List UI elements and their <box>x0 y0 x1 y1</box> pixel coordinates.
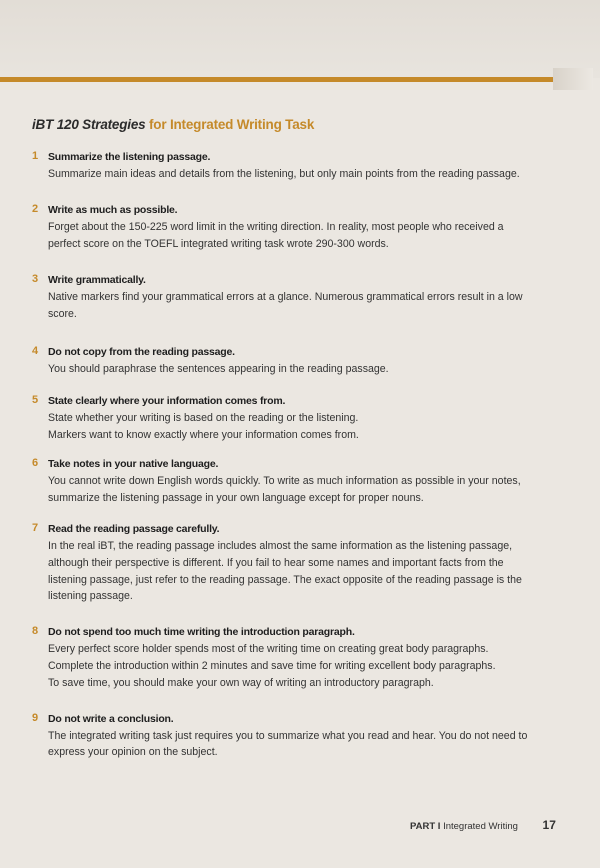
strategy-body <box>48 219 538 253</box>
strategy-heading: Write as much as possible. <box>48 203 178 216</box>
strategy-body <box>48 473 538 507</box>
strategy-number: 2 <box>31 202 39 215</box>
strategy-number: 3 <box>31 273 39 286</box>
page-footer <box>410 818 556 832</box>
strategy-item <box>0 203 538 253</box>
title-prefix: iBT 120 Strategies <box>32 117 146 132</box>
strategy-item <box>0 712 538 762</box>
strategy-item <box>0 394 538 444</box>
strategy-line: The integrated writing task just requires you to summarize what you read and hear. You do not need to express your opinion on the subject. <box>48 729 528 759</box>
strategy-heading: Do not spend too much time writing the introduction paragraph. <box>48 626 355 639</box>
strategy-list <box>0 150 600 761</box>
strategy-heading: Take notes in your native language. <box>48 458 219 471</box>
strategy-number: 9 <box>31 711 39 724</box>
header-band <box>0 0 600 78</box>
title-accent: for Integrated Writing Task <box>149 117 315 132</box>
strategy-item <box>0 345 538 378</box>
strategy-line: You cannot write down English words quickly. To write as much information as possible in your notes, summarize the listening passage in your own language except for proper nouns. <box>48 475 521 505</box>
strategy-body <box>48 538 538 605</box>
strategy-body <box>48 361 538 378</box>
strategy-line: Complete the introduction within 2 minutes and save time for writing excellent body paragraphs. <box>48 659 496 672</box>
strategy-line: Every perfect score holder spends most of the writing time on creating great body paragraphs. <box>48 643 489 656</box>
strategy-heading: Summarize the listening passage. <box>48 151 211 163</box>
footer-section: Integrated Writing <box>443 821 518 832</box>
strategy-heading: Read the reading passage carefully. <box>48 522 220 535</box>
strategy-number: 1 <box>31 150 39 162</box>
strategy-item <box>0 625 538 691</box>
strategy-item <box>0 522 538 605</box>
strategy-number: 7 <box>31 521 39 534</box>
footer-part: PART I <box>410 821 441 832</box>
strategy-line: Forget about the 150-225 word limit in the writing direction. In reality, most people who received a perfect score on the TOEFL integrated writing task wrote 290-300 words. <box>48 220 504 250</box>
strategy-number: 6 <box>31 457 39 470</box>
strategy-item <box>0 273 538 323</box>
strategy-heading: Do not copy from the reading passage. <box>48 345 235 358</box>
strategy-line: State whether your writing is based on the reading or the listening. <box>48 411 359 424</box>
strategy-body <box>48 410 538 444</box>
header-rule <box>0 77 553 82</box>
strategy-heading: Do not write a conclusion. <box>48 712 174 725</box>
strategy-item <box>0 150 538 183</box>
strategy-line: To save time, you should make your own way of writing an introductory paragraph. <box>48 676 434 689</box>
strategy-heading: Write grammatically. <box>48 274 146 287</box>
strategy-item <box>0 457 538 507</box>
strategy-line: Markers want to know exactly where your information comes from. <box>48 428 359 441</box>
strategy-heading: State clearly where your information comes from. <box>48 394 286 407</box>
strategy-number: 5 <box>31 393 39 406</box>
page-number: 17 <box>542 818 556 832</box>
strategy-body <box>48 166 538 183</box>
header-rule-fade <box>553 68 593 90</box>
strategy-line: Summarize main ideas and details from the listening, but only main points from the reading passage. <box>48 168 520 180</box>
strategy-line: You should paraphrase the sentences appearing in the reading passage. <box>48 362 389 375</box>
page-title <box>32 117 314 132</box>
strategy-number: 4 <box>31 344 39 357</box>
strategy-number: 8 <box>31 625 39 638</box>
strategy-line: In the real iBT, the reading passage includes almost the same information as the listening passage, although their perspective is different. If you fail to hear some names and important facts from the listening passage, just refer to the reading passage. The exact opposite of the reading passage is the listening passage. <box>48 539 522 603</box>
strategy-line: Native markers find your grammatical errors at a glance. Numerous grammatical errors result in a low score. <box>48 291 523 321</box>
strategy-body <box>48 289 538 323</box>
strategy-body <box>48 641 538 691</box>
strategy-body <box>48 728 538 762</box>
